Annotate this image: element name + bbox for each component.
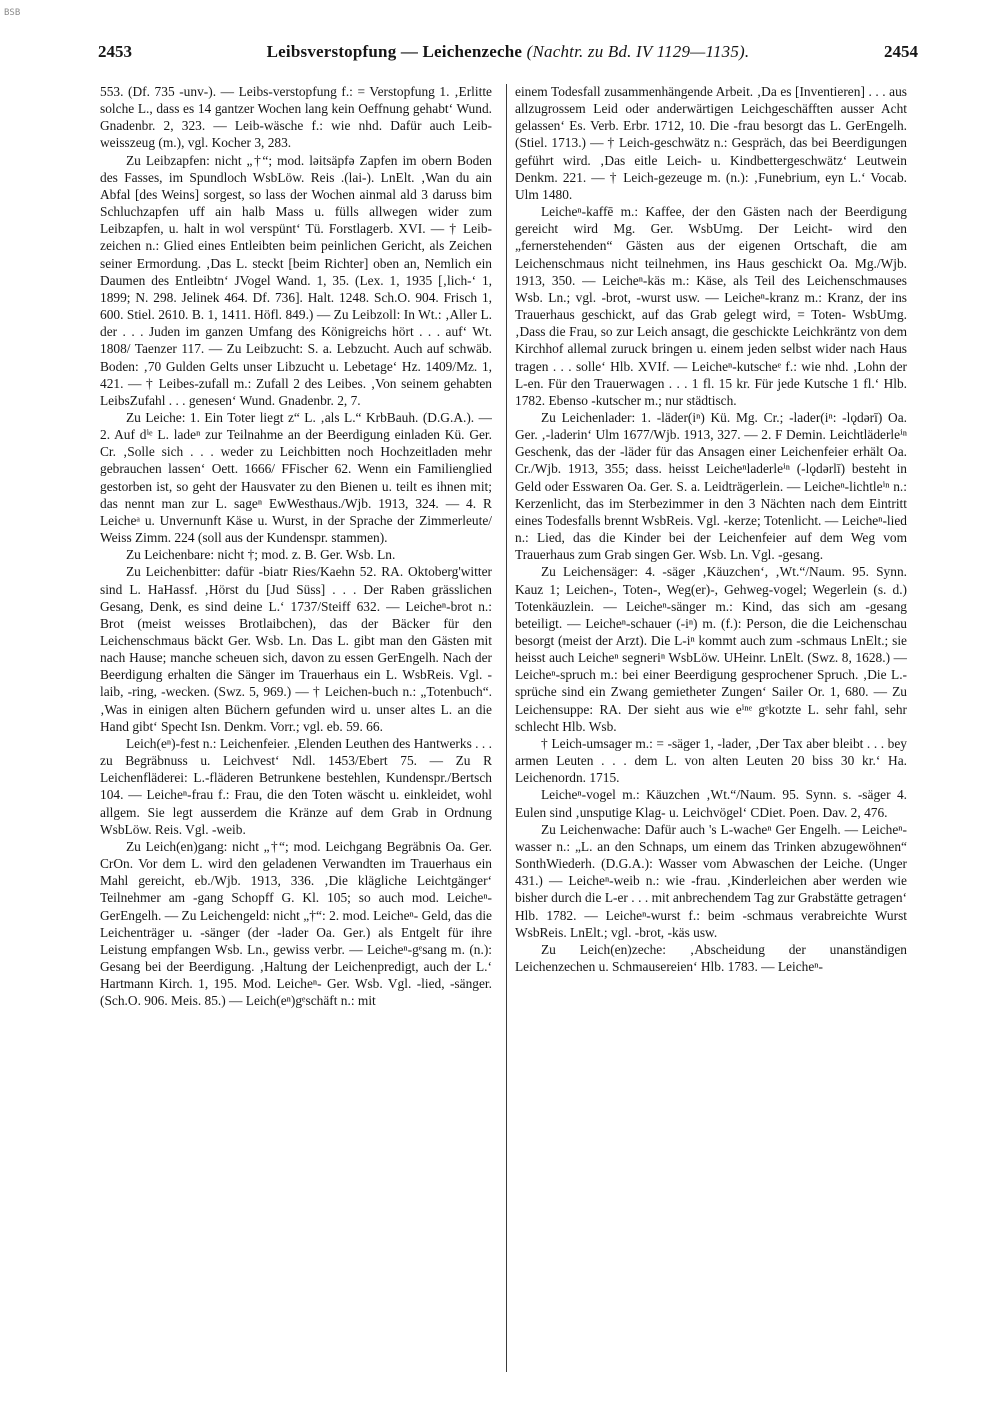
entry-paragraph: Zu Leich(en)zeche: ‚Abscheidung der unanständigen Leichenzechen u. Schmausereien‘ Hlb. 1783. — Leicheⁿ- — [515, 941, 907, 974]
entry-paragraph: Zu Leichensäger: 4. -säger ‚Käuzchen‘, ‚Wt.“/Naum. 95. Synn. Kauz 1; Leichen-, Toten-, Weg(er)-, Gehweg-vogel; Wegerlein (s. d.) Totenkäuzlein. — Leicheⁿ-sänger m.: Kind, das sich am -gesang beteiligt. — Leicheⁿ-schauer (-iⁿ) m. (f.): Person, die die Leichenschau besorgt (meist der Arzt). Die L-iⁿ kommt auch zum -schmaus LnElt.; sie heisst auch Leicheⁿ segneriⁿ WsbLöw. UHeinr. LnElt. (Swz. 8, 1628.) — Leicheⁿ-spruch m.: bei einer Beerdigung gesprochener Spruch. ‚Die L.-sprüche sind ein Zwang gemietheter Zungen‘ Sailer Or. 1, 680. — Zu Leichensuppe: RA. Der sieht aus wie eⁱⁿᵉ gᵉkotzte L. sehr fahl, sehr schlecht Hlb. Wsb. — [515, 564, 907, 734]
entry-paragraph: Zu Leibzapfen: nicht „†“; mod. ləitsäpfə Zapfen im obern Boden des Fasses, im Spundloch WsbLöw. Reis .(lai-). LnElt. ‚Wan du ain Abfal [des Weins] sorgest, so lass der Wochen ainmal ald 3 daruss bim Schluchzapfen uff ain halb Mass u. fülls allwegen wider zum Leibzapfen, u. halt in wol verspünt‘ Tü. Forstlagerb. XVI. — † Leib-zeichen n.: Glied eines Entleibten beim peinlichen Gericht, als Zeichen seiner Ermordung. ‚Das L. steckt [beim Richter] oben an, Nemlich ein Daumen des Entleibtn‘ JVogel Wand. 1, 35. (Lex. 1, 1935 [‚lich-‘ 1, 1899; N. 298. Jelinek 464. Df. 736]. Halt. 1248. Sch.O. 904. Frisch 1, 600. Stiel. 2610. B. 1, 1411. Höfl. 849.) — Zu Leibzoll: In Wt.: ‚Aller L. der . . . Juden im ganzen Umfang des Königreichs hört . . . auf‘ Wt. 1808/ Taenzer 117. — Zu Leibzucht: S. a. Lebzucht. Auch auf schwäb. Boden: ‚70 Gulden Gelts unser Libzucht u. Lebetage‘ Hz. 1409/Mz. 1, 421. — † Leibes-zufall m.: Zufall 2 des Leibes. ‚Von seinem gehabten LeibsZufahl . . . genesen‘ Wund. Gnadenbr. 2, 7. — [100, 152, 492, 408]
entry-paragraph: Zu Leichenwache: Dafür auch 's L-wacheⁿ Ger Engelh. — Leicheⁿ-wasser n.: „L. an den Schnaps, um einem das Trinken abzugewöhnen“ SonthWiederh. (D.G.A.): Wasser vom Abwaschen der Leiche. (Unger 431.) — Leicheⁿ-weib n.: wie -frau. ‚Kinderleichen aber werden wie bisher durch die L-er . . . mit anbrechendem Tag zur Grabstätte getragen‘ Hlb. 1782. — Leicheⁿ-wurst f.: beim -schmaus verabreichte Wurst WsbReis. LnElt.; vgl. -brot, -käs usw. — [515, 821, 907, 940]
left-column — [100, 83, 492, 1373]
entry-paragraph: Zu Leichenbitter: dafür -biatr Ries/Kaehn 52. RA. Oktoberg'witter sind L. HaHassf. ‚Hörst du [Jud Süss] . . . Der Raben grässlichen Gesang, Denk, es sind deine L.‘ 1737/Steiff 632. — Leicheⁿ-brot n.: Brot (meist weisses Brotlaibchen), das der Bäcker für den Leichenschmaus bäckt Ger. Wsb. Ln. Das L. gibt man den Gästen mit nach Hause; manche scheuen sich, davon zu essen GerEngelh. Nach der Beerdigung erhalten die Sänger im Trauerhaus ein L. WsbReis. Vgl. -laib, -ring, -wecken. (Swz. 5, 969.) — † Leichen-buch n.: „Totenbuch“. ‚Was in einigen alten Büchern gefunden wird u. unser altes L. an die Hand gibt‘ Specht Isn. Denkm. Vorr.; vgl. eb. 59. 66. — [100, 564, 492, 734]
page-header — [98, 42, 918, 68]
library-stamp: BSB — [4, 8, 21, 18]
entry-paragraph: Leicheⁿ-kaffē m.: Kaffee, der den Gästen nach der Beerdigung gereicht wird Mg. Ger. WsbUmg. Der Leicht- wird den „fernerstehenden“ Gästen aus der eigenen Ortschaft, die am Leichenschmaus nicht teilnehmen, ins Haus geschickt Oa. Mg./Wjb. 1913, 350. — Leicheⁿ-käs m.: Käse, als Teil des Leichenschmauses Wsb. Ln.; vgl. -brot, -wurst usw. — Leicheⁿ-kranz m.: Kranz, der ins Trauerhaus geschickt, auf das Grab gelegt wird, = Toten- WsbUmg. ‚Dass die Frau, so zur Leich ansagt, die geschickte Leichkräntz von dem Kirchhof allemal zuruck bringen u. einem jeden selbst wider nach Haus tragen . . . solle‘ Hlb. XVIf. — Leicheⁿ-kutscheᵉ f.: wie nhd. ‚Lohn der L-en. Für den Trauerwagen . . . 1 fl. 15 kr. Für jede Kutsche 1 fl.‘ Hlb. 1782. Ebenso -kutscher m.; nur städtisch. — [515, 204, 907, 408]
entry-paragraph: Leich(eⁿ)-fest n.: Leichenfeier. ‚Elenden Leuthen des Hantwerks . . . zu Begräbnuss u. Leichvest‘ Ndl. 1453/Ebert 75. — Zu R Leichenfläderei: L.-fläderen Betrunkene bestehlen, Kundenspr./Bertsch 104. — Leicheⁿ-frau f.: Frau, die den Toten wäscht u. einkleidet, wohl allgem. Sie legt ausserdem die Kränze auf dem Grab in Ordnung WsbLöw. Reis. Vgl. -weib. — [100, 735, 492, 837]
right-column — [515, 83, 907, 1373]
entry-paragraph: Zu Leich(en)gang: nicht „†“; mod. Leichgang Begräbnis Oa. Ger. CrOn. Vor dem L. wird den geladenen Verwandten im Trauerhaus ein Mahl gereicht, eb./Wjb. 1913, 336. ‚Die klägliche Leichtgänger‘ Teilnehmer am -gang Schopff G. Kl. 105; so auch mod. Leicheⁿ- GerEngelh. — Zu Leichengeld: nicht „†“: 2. mod. Leicheⁿ- Geld, das die Leichenträger u. -sänger (der -lader Oa. Ger.) als Entgelt für ihre Leistung empfangen Wsb. Ln., gewiss verbr. — Leicheⁿ-gᵉsang m. (n.): Gesang bei der Beerdigung. ‚Haltung der Leichenpredigt, auch der L.‘ Hartmann Kirch. 1, 195. Mod. Leicheⁿ- Ger. Wsb. Vgl. -lied, -sänger. (Sch.O. 906. Meis. 85.) — Leich(eⁿ)gᵉschäft n.: mit — [100, 838, 492, 1009]
running-title-note: (Nachtr. zu Bd. IV 1129—1135). — [526, 42, 750, 61]
entry-paragraph: Zu Leichenlader: 1. -läder(iⁿ) Kü. Mg. Cr.; -lader(iⁿ: -lǫdərī) Oa. Ger. ‚-laderin‘ Ulm 1677/Wjb. 1913, 327. — 2. F Demin. Leichtläderleⁱⁿ Geschenk, das der -läder für das Ansagen einer Leichenfeier erhält Oa. Cr./Wjb. 1913, 355; dass. heisst Leicheⁿladerleⁱⁿ (-lǫdərlī) besteht in Geld oder Esswaren Oa. Ger. S. a. Leidträgerlein. — Leicheⁿ-lichtleⁱⁿ n.: Kerzenlicht, das im Sterbezimmer in den 3 Nächten nach dem Eintritt eines Todesfalls brennt WsbReis. Vgl. -kerze; Totenlicht. — Leicheⁿ-lied n.: Lied, das die Kinder bei der Leichenfeier auf dem Weg vom Trauerhaus zum Grab singen Ger. Wsb. Ln. Vgl. -gesang. — [515, 409, 907, 563]
running-title-main: Leibsverstopfung — Leichenzeche — [266, 42, 523, 61]
running-title — [98, 42, 918, 62]
page-number-left: 2453 — [98, 42, 132, 61]
entry-paragraph: Leicheⁿ-vogel m.: Käuzchen ‚Wt.“/Naum. 95. Synn. s. -säger 4. Eulen sind ‚unsputige Klag- u. Leichvögel‘ CDiet. Poen. Dav. 2, 476. — [515, 787, 907, 820]
entry-paragraph: 553. (Df. 735 -unv-). — Leibs-verstopfung f.: = Verstopfung 1. ‚Erlitte solche L., dass es 14 gantzer Wochen lang kein Oeffnung gehabt‘ Wund. Gnadenbr. 2, 323. — Leib-wäsche f.: wie nhd. Dafür auch Leib-weisszeug (m.), vgl. Kocher 3, 283. — [100, 84, 492, 151]
entry-paragraph: einem Todesfall zusammenhängende Arbeit. ‚Da es [Inventieren] . . . aus allzugrossem Leid oder anderwärtigen Leichgeschäfften ausser Acht gelassen‘ Es. Verb. Erbr. 1712, 10. Die -frau besorgt das L. GerEngelh. (Stiel. 1713.) — † Leich-geschwätz n.: Gespräch, das bei Beerdigungen geführt wird. ‚Das eitle Leich- u. Kindbettergeschwätz‘ Leutwein Denkm. 221. — † Leich-gezeuge m. (n.): ‚Funebrium, eyn L.‘ Vocab. Ulm 1480. — [515, 84, 907, 202]
column-divider — [506, 84, 507, 1372]
page-number-right: 2454 — [884, 42, 918, 61]
entry-paragraph: † Leich-umsager m.: = -säger 1, -lader, ‚Der Tax aber bleibt . . . bey armen Leuten . . . dem L. von alten Leuten 20 biss 30 kr.‘ Ha. Leichenordn. 1715. — [515, 735, 907, 786]
entry-paragraph: Zu Leichenbare: nicht †; mod. z. B. Ger. Wsb. Ln. — [126, 547, 396, 563]
entry-paragraph: Zu Leiche: 1. Ein Toter liegt z“ L. ‚als L.“ KrbBauh. (D.G.A.). — 2. Auf dⁱᵉ L. ladeⁿ zur Teilnahme an der Beerdigung einladen Kü. Ger. Cr. ‚Solle sich . . . weder zu Leichbitten noch Hochzeitladen mehr gebrauchen lassen‘ Oett. 1666/ FFischer 62. Wenn ein Familienglied gestorben ist, so geht der Hausvater zu den Bienen u. teilt es ihnen mit; das nennt man zur L. sageⁿ EwWesthaus./Wjb. 1913, 324. — 4. R Leicheᵃ u. Unvernunft Käse u. Wurst, in der Sprache der Zimmerleute/ Weiss Zimm. 224 (soll aus der Kundenspr. stammen). — [100, 409, 492, 546]
